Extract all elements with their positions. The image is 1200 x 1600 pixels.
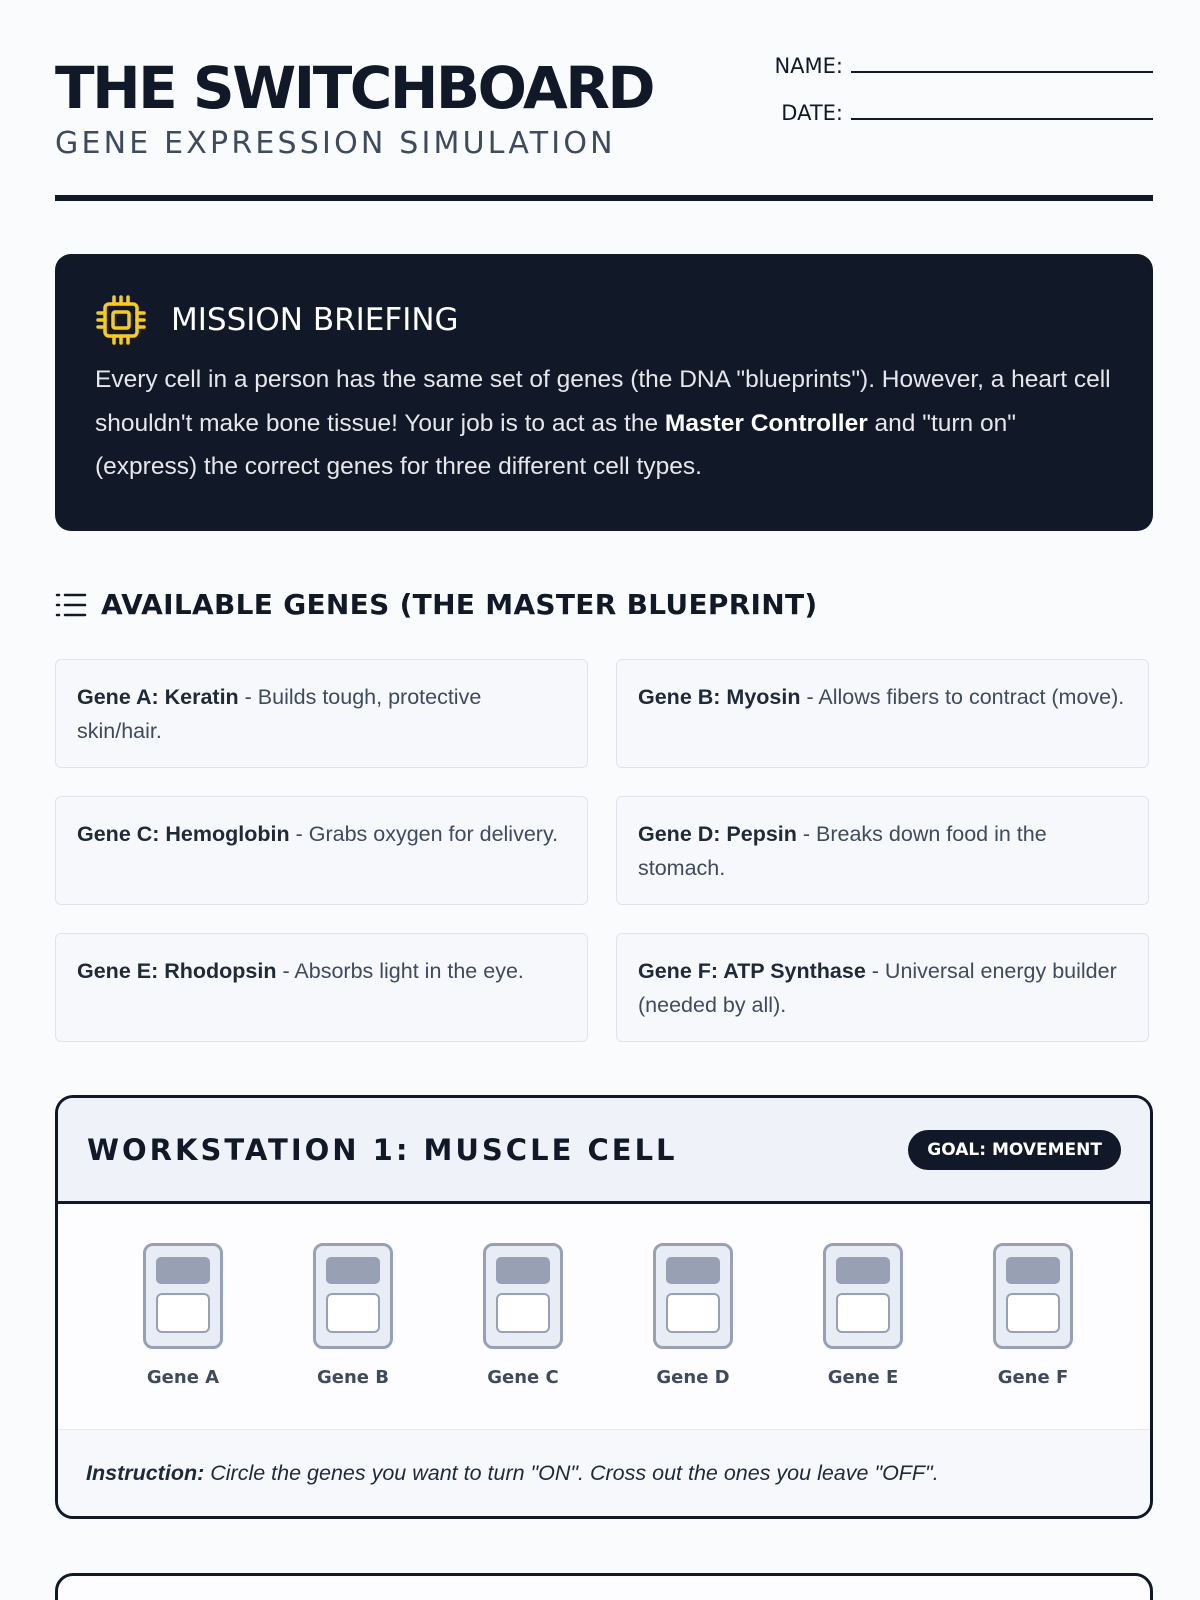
- gene-switch-label: Gene E: [827, 1367, 899, 1388]
- gene-a-name: Gene A: Keratin: [77, 685, 239, 709]
- goal-badge: GOAL: MOVEMENT: [908, 1130, 1121, 1170]
- workstation-2-partial: [55, 1573, 1153, 1600]
- gene-a-desc: - Builds tough, protective skin/hair.: [77, 685, 482, 743]
- gene-card-c: [55, 796, 588, 905]
- gene-card-f: [616, 933, 1149, 1042]
- gene-card-d: [616, 796, 1149, 905]
- toggle-switch-icon[interactable]: [823, 1243, 903, 1349]
- gene-b-name: Gene B: Myosin: [638, 685, 801, 709]
- gene-card-b: [616, 659, 1149, 768]
- gene-switch-label: Gene B: [317, 1367, 389, 1388]
- workstation-1-header: [58, 1098, 1150, 1204]
- instruction-label: Instruction:: [86, 1460, 205, 1485]
- toggle-switch-icon[interactable]: [313, 1243, 393, 1349]
- date-label: DATE:: [781, 101, 843, 125]
- gene-switch-label: Gene C: [487, 1367, 559, 1388]
- gene-card-e: [55, 933, 588, 1042]
- toggle-switch-icon[interactable]: [483, 1243, 563, 1349]
- briefing-text-bold: Master Controller: [664, 409, 868, 437]
- gene-card-a: [55, 659, 588, 768]
- chip-icon: [95, 294, 147, 346]
- gene-switch-e[interactable]: [818, 1243, 908, 1388]
- gene-c-desc: - Grabs oxygen for delivery.: [289, 822, 559, 846]
- date-field[interactable]: [753, 101, 1153, 148]
- gene-switch-a[interactable]: [138, 1243, 228, 1388]
- gene-switch-label: Gene A: [146, 1367, 220, 1388]
- toggle-switch-icon[interactable]: [993, 1243, 1073, 1349]
- gene-c-name: Gene C: Hemoglobin: [77, 822, 290, 846]
- gene-list: [55, 659, 1153, 1042]
- list-icon: [55, 591, 87, 619]
- name-label: NAME:: [774, 54, 843, 78]
- briefing-header: [95, 290, 1113, 350]
- date-line[interactable]: [851, 102, 1153, 120]
- page-title: THE SWITCHBOARD: [55, 54, 654, 122]
- workstation-1-title: WORKSTATION 1: MUSCLE CELL: [87, 1132, 678, 1167]
- genes-section-title: AVAILABLE GENES (THE MASTER BLUEPRINT): [101, 588, 818, 621]
- name-line[interactable]: [851, 55, 1153, 73]
- workstation-1: [55, 1095, 1153, 1519]
- student-fields: [753, 54, 1153, 148]
- gene-d-name: Gene D: Pepsin: [638, 822, 797, 846]
- gene-switches: [58, 1204, 1150, 1430]
- gene-switch-f[interactable]: [988, 1243, 1078, 1388]
- worksheet-header: [55, 54, 1153, 201]
- gene-b-desc: - Allows fibers to contract (move).: [800, 685, 1125, 709]
- gene-e-desc: - Absorbs light in the eye.: [276, 959, 524, 983]
- instruction-text: Circle the genes you want to turn "ON". Cross out the ones you leave "OFF".: [210, 1460, 939, 1485]
- gene-e-name: Gene E: Rhodopsin: [77, 959, 277, 983]
- briefing-text-part-2: and "turn on" (express) the correct genes for three different cell types.: [95, 409, 1016, 480]
- gene-d-desc: - Breaks down food in the stomach.: [638, 822, 1047, 880]
- mission-briefing: [55, 254, 1153, 531]
- toggle-switch-icon[interactable]: [653, 1243, 733, 1349]
- gene-switch-c[interactable]: [478, 1243, 568, 1388]
- instruction-bar: [58, 1430, 1150, 1516]
- gene-f-desc: - Universal energy builder (needed by all).: [638, 959, 1117, 1017]
- gene-switch-d[interactable]: [648, 1243, 738, 1388]
- gene-switch-label: Gene F: [997, 1367, 1069, 1388]
- page-subtitle: GENE EXPRESSION SIMULATION: [55, 126, 616, 161]
- gene-switch-b[interactable]: [308, 1243, 398, 1388]
- briefing-text-part-1: Every cell in a person has the same set of genes (the DNA "blueprints"). However, a heart cell shouldn't make bone tissue! Your job is to act as the: [95, 366, 1111, 437]
- name-field[interactable]: [753, 54, 1153, 101]
- gene-switch-label: Gene D: [656, 1367, 730, 1388]
- toggle-switch-icon[interactable]: [143, 1243, 223, 1349]
- briefing-title: MISSION BRIEFING: [171, 302, 459, 338]
- briefing-text: [95, 358, 1113, 489]
- genes-section-header: [55, 588, 818, 621]
- gene-f-name: Gene F: ATP Synthase: [638, 959, 866, 983]
